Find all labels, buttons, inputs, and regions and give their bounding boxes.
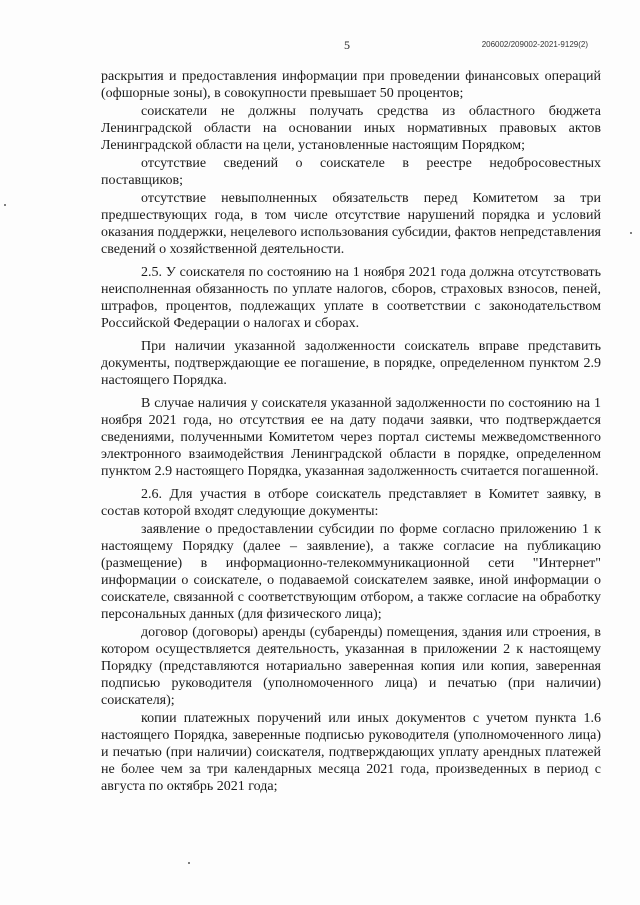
paragraph-payments: копии платежных поручений или иных документов с учетом пункта 1.6 настоящего Порядка, заверенные подписью руководителя (уполномоченного лица) и печатью (при наличии) соискателя, подтверждающих уплату арендных платежей не более чем за три календарных месяца 2021 года, произведенных в период с августа по октябрь 2021 года; bbox=[101, 711, 601, 794]
paragraph-2-6: 2.6. Для участия в отборе соискатель представляет в Комитет заявку, в состав которой входят следующие документы: bbox=[101, 487, 601, 519]
document-code: 206002/209002-2021-9129(2) bbox=[481, 40, 588, 49]
paragraph-debt-repaid: В случае наличия у соискателя указанной задолженности по состоянию на 1 ноября 2021 года, но отсутствия ее на дату подачи заявки, что подтверждается сведениями, полученными Комитетом через портал системы межведомственного электронного взаимодействия Ленинградской области в порядке, определенном пунктом 2.9 настоящего Порядка, указанная задолженность считается погашенной. bbox=[101, 396, 601, 479]
paragraph-debt-documents: При наличии указанной задолженности соискатель вправе представить документы, подтверждающие ее погашение, в порядке, определенном пунктом 2.9 настоящего Порядка. bbox=[101, 339, 601, 388]
paragraph-lease: договор (договоры) аренды (субаренды) помещения, здания или строения, в котором осуществляется деятельность, указанная в приложении 2 к настоящему Порядку (представляются нотариально заверенная копия или копия, заверенная подписью руководителя (уполномоченного лица) и печатью (при наличии) соискателя); bbox=[101, 625, 601, 708]
paragraph-obligations: отсутствие невыполненных обязательств перед Комитетом за три предшествующих года, в том числе отсутствие нарушений порядка и условий оказания поддержки, нецелевого использования субсидии, фактов непредставления сведений о хозяйственной деятельности. bbox=[101, 191, 601, 257]
document-body bbox=[101, 68, 601, 796]
paragraph-registry: отсутствие сведений о соискателе в реестре недобросовестных поставщиков; bbox=[101, 156, 601, 188]
page-number: 5 bbox=[344, 38, 350, 52]
paragraph-2-5: 2.5. У соискателя по состоянию на 1 ноября 2021 года должна отсутствовать неисполненная обязанность по уплате налогов, сборов, страховых взносов, пеней, штрафов, процентов, подлежащих уплате в соответствии с законодательством Российской Федерации о налогах и сборах. bbox=[101, 265, 601, 331]
scan-speck bbox=[630, 232, 632, 234]
paragraph-application: заявление о предоставлении субсидии по форме согласно приложению 1 к настоящему Порядку (далее – заявление), а также согласие на публикацию (размещение) в информационно-телекоммуникационной сети "Интернет" информации о соискателе, о подаваемой соискателем заявке, иной информации о соискателе, связанной с соответствующим отбором, а также согласие на обработку персональных данных (для физического лица); bbox=[101, 522, 601, 622]
scan-speck bbox=[188, 862, 190, 864]
paragraph-offshore: раскрытия и предоставления информации при проведении финансовых операций (офшорные зоны), в совокупности превышает 50 процентов; bbox=[101, 69, 601, 101]
paragraph-no-other-funds: соискатели не должны получать средства из областного бюджета Ленинградской области на основании иных нормативных правовых актов Ленинградской области на цели, установленные настоящим Порядком; bbox=[101, 104, 601, 153]
scan-speck bbox=[4, 204, 6, 206]
